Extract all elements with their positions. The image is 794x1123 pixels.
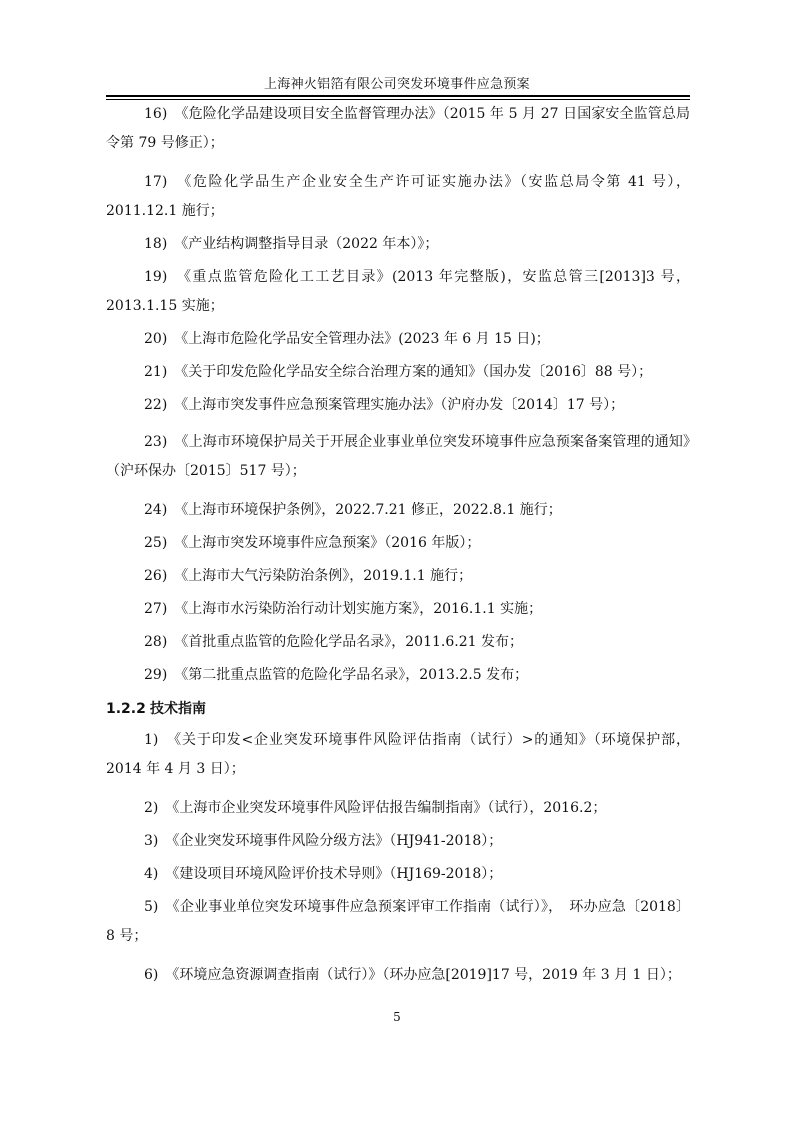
law-item-18: 18) 《产业结构调整指导目录（2022 年本）》；	[144, 236, 439, 252]
law-item-22: 22) 《上海市突发事件应急预案管理实施办法》（沪府办发〔2014〕17 号）；	[144, 397, 625, 413]
guide-item-3: 3) 《企业突发环境事件风险分级方法》（HJ941-2018）；	[144, 833, 503, 849]
guide-item-6: 6) 《环境应急资源调查指南（试行）》（环办应急[2019]17 号，2019 年 3 月 1 日）；	[144, 967, 681, 983]
section-heading	[106, 696, 690, 722]
guide-item-2: 2) 《上海市企业突发环境事件风险评估报告编制指南》（试行），2016.2；	[144, 800, 607, 816]
law-item-26: 26) 《上海市大气污染防治条例》，2019.1.1 施行；	[144, 568, 473, 584]
law-item-28: 28) 《首批重点监管的危险化学品名录》，2011.6.21 发布；	[144, 634, 523, 650]
law-item-17: 17) 《危险化学品生产企业安全生产许可证实施办法》（安监总局令第 41 号），2011.12.1 施行；	[106, 174, 690, 219]
section-title: 技术指南	[150, 701, 206, 717]
guide-item-1: 1) 《关于印发<企业突发环境事件风险评估指南（试行）>的通知》（环境保护部，2014 年 4 月 3 日）；	[106, 732, 690, 777]
law-item-23: 23) 《上海市环境保护局关于开展企业事业单位突发环境事件应急预案备案管理的通知》（沪环保办〔2015〕517 号）；	[106, 434, 690, 479]
page-number: 5	[393, 1010, 401, 1024]
law-item-16: 16) 《危险化学品建设项目安全监督管理办法》（2015 年 5 月 27 日国家安全监管总局令第 79 号修正）；	[106, 106, 690, 151]
law-item-29: 29) 《第二批重点监管的危险化学品名录》，2013.2.5 发布；	[144, 667, 529, 683]
guide-item-4: 4) 《建设项目环境风险评价技术导则》（HJ169-2018）；	[144, 866, 503, 882]
guide-item-5: 5) 《企业事业单位突发环境事件应急预案评审工作指南（试行）》， 环办应急〔2018〕8 号；	[106, 899, 690, 944]
law-item-20: 20) 《上海市危险化学品安全管理办法》(2023 年 6 月 15 日)；	[144, 331, 550, 347]
law-item-25: 25) 《上海市突发环境事件应急预案》（2016 年版）；	[144, 535, 481, 551]
content-body	[106, 100, 690, 990]
law-item-24: 24) 《上海市环境保护条例》，2022.7.21 修正，2022.8.1 施行；	[144, 502, 562, 518]
law-item-27: 27) 《上海市水污染防治行动计划实施方案》，2016.1.1 实施；	[144, 601, 543, 617]
law-item-19: 19) 《重点监管危险化工工艺目录》(2013 年完整版)，安监总管三[2013]3 号，2013.1.15 实施；	[106, 269, 690, 314]
section-number: 1.2.2	[106, 701, 146, 717]
header-title: 上海神火铝箔有限公司突发环境事件应急预案	[263, 77, 530, 92]
law-item-21: 21) 《关于印发危险化学品安全综合治理方案的通知》（国办发〔2016〕88 号）；	[144, 364, 653, 380]
header-rule-thick	[106, 95, 690, 97]
